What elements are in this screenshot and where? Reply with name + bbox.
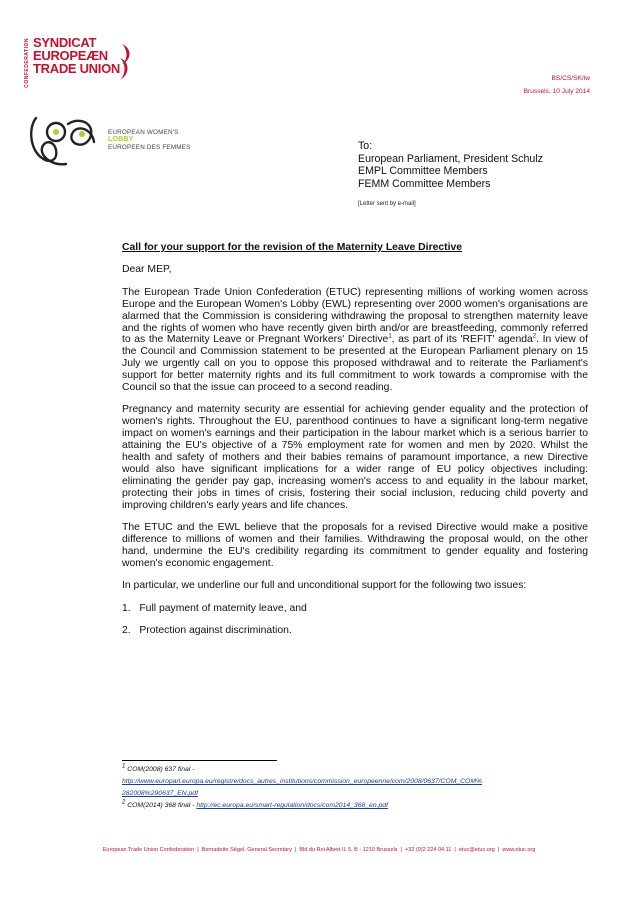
ewl-emblem-icon (26, 110, 102, 172)
letter-date: Brussels, 10 July 2014 (523, 88, 590, 95)
recipient-line: FEMM Committee Members (358, 177, 491, 190)
ewl-logo-line2: LOBBY (108, 136, 134, 144)
paragraph-1-part-a: The European Trade Union Confederation (ETUC) representing millions of working women across Europe and the European Women's Lobby (EWL) representing over 2000 women's organisations are alarmed that the Commission is considering withdrawing the proposal to strengthen maternity leave and the rights of women who have recently given birth and/or are breastfeeding, commonly referred to as the Maternity Leave or Pregnant Workers' Directive (122, 286, 588, 346)
recipient-line: European Parliament, President Schulz (358, 152, 543, 165)
ewl-logo (26, 110, 216, 172)
footnote-2-number: 2 (122, 799, 126, 806)
reference-code: BS/CS/SK/lw (551, 75, 590, 82)
footnote-ref-2: 2 (532, 333, 537, 340)
letter-greeting: Dear MEP, (122, 264, 172, 276)
etuc-logo-side-text: CONFEDERATION (24, 38, 30, 88)
page-footer: European Trade Union Confederation | Bernadette Ségol, General Secretary | Bld du Roi Albert II, 5, B - 1210 Brussels | +32 (0)2 224 04 11 | etuc@etuc.org | www.etuc.org (102, 847, 536, 853)
letter-reference (524, 72, 590, 98)
sent-by-email-note: [Letter sent by e-mail] (358, 201, 416, 207)
paragraph-1-part-c: . In view of the Council and Commission statement to be presented at the European Parliament plenary on 15 July we urgently call on you to oppose this proposed withdrawal and to reiterate the Parliament's support for better maternity rights and its full commitment to work towards a compromise with the Council so that the issue can proceed to a second reading. (122, 334, 588, 394)
paragraph-1 (122, 287, 588, 394)
letter-subject: Call for your support for the revision of the Maternity Leave Directive (122, 242, 463, 253)
etuc-logo-text (33, 36, 120, 75)
footnote-2 (122, 800, 588, 812)
etuc-logo-line2: EUROPEÆN (33, 48, 108, 63)
list-item-2: 2. Protection against discrimination. (122, 625, 292, 637)
list-item-1: 1. Full payment of maternity leave, and (122, 602, 307, 614)
footnote-divider (122, 760, 277, 761)
etuc-logo-line3: TRADE UNION (33, 61, 120, 76)
footnote-2-link[interactable]: http://ec.europa.eu/smart-regulation/docs/com2014_368_en.pdf (196, 802, 388, 809)
to-label: To: (358, 140, 373, 152)
footnote-1-text: COM(2008) 637 final - (125, 766, 195, 773)
paragraph-3: The ETUC and the EWL believe that the proposals for a revised Directive would make a positive difference to millions of women and their families. Withdrawing the proposal would, on the other hand, undermine the EU's credibility regarding its commitment to gender equality and fostering women's economic engagement. (122, 522, 588, 569)
footnote-1-link-cont[interactable]: 282008%290637_EN.pdf (122, 790, 198, 797)
footnote-1 (122, 764, 588, 776)
paragraph-1-part-b: , as part of its 'REFIT' agenda (391, 334, 533, 346)
etuc-swirl-icon (116, 42, 132, 82)
ewl-logo-line1: EUROPEAN WOMEN'S (108, 129, 179, 136)
letter-body (122, 242, 588, 647)
footnote-1-number: 1 (122, 763, 126, 770)
paragraph-4: In particular, we underline our full and unconditional support for the following two issues: (122, 580, 527, 592)
paragraph-2: Pregnancy and maternity security are essential for achieving gender equality and the protection of women's rights. Throughout the EU, parenthood continues to have a significant long-term negative impact on women's earnings and their participation in the labour market which is a serious barrier to attaining the EU's objective of a 75% employment rate for women and men by 2020. Whilst the health and safety of mothers and their babies remains of paramount importance, a new Directive would also have significant implications for a wider range of EU policy objectives including: eliminating the gender pay gap, increasing women's access to and equality in the labour market, protecting their jobs in times of crisis, fostering their social inclusion, reducing child poverty and improving children's early years and life chances. (122, 404, 588, 511)
recipients-block (358, 140, 543, 211)
etuc-logo (24, 36, 134, 88)
footnotes (122, 764, 588, 812)
ewl-logo-line3: EUROPEEN DES FEMMES (108, 143, 191, 151)
footnote-ref-1: 1 (388, 333, 392, 340)
etuc-logo-line1: SYNDICAT (33, 35, 97, 50)
footnote-2-text: COM(2014) 368 final - (125, 802, 197, 809)
footnote-1-link[interactable]: http://www.europarl.europa.eu/registre/docs_autres_institutions/commission_europeenne/com/2008/0637/COM_COM% (122, 778, 483, 785)
recipient-line: EMPL Committee Members (358, 165, 488, 177)
ewl-logo-text (108, 129, 191, 151)
